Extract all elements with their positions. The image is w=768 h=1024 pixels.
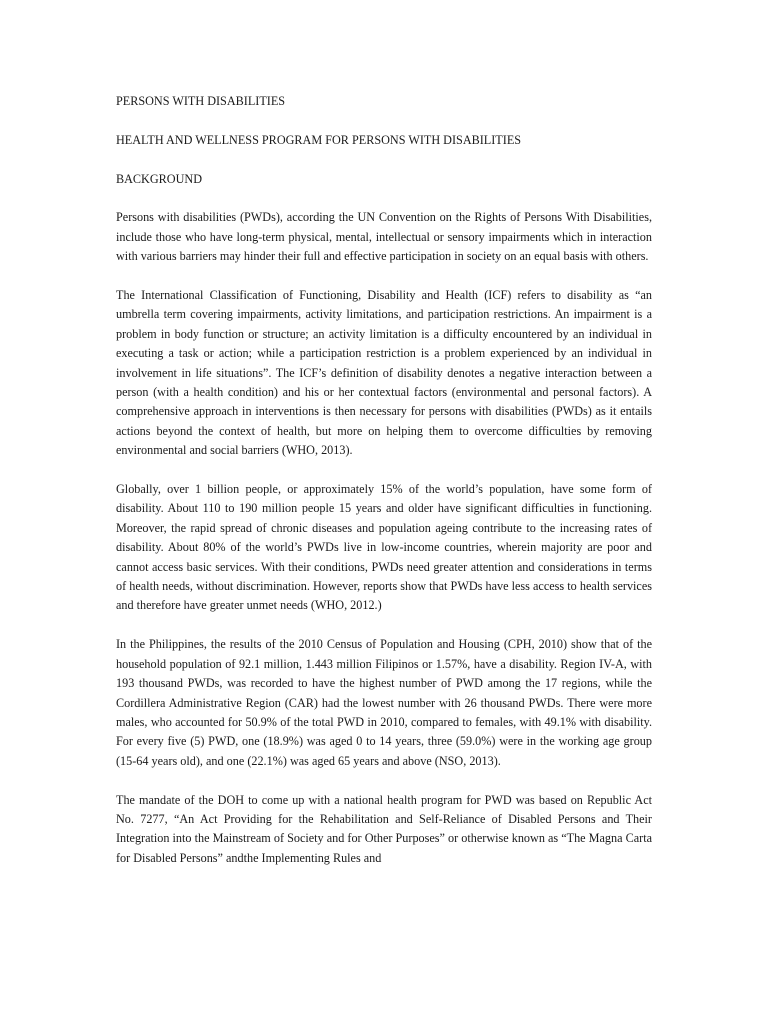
paragraph-philippines-statistics: In the Philippines, the results of the 2010 Census of Population and Housing (CPH, 2010) show that of the household population of 92.1 million, 1.443 million Filipinos or 1.57%, have a disability. Region IV-A, with 193 thousand PWDs, was recorded to have the highest number of PWD among the 17 regions, while the Cordillera Administrative Region (CAR) had the lowest number with 26 thousand PWDs. There were more males, who accounted for 50.9% of the total PWD in 2010, compared to females, with 49.1% with disability. For every five (5) PWD, one (18.9%) was aged 0 to 14 years, three (59.0%) were in the working age group (15-64 years old), and one (22.1%) was aged 65 years and above (NSO, 2013). xyxy=(116,637,652,768)
paragraph-pwd-definition: Persons with disabilities (PWDs), according the UN Convention on the Rights of Persons With Disabilities, include those who have long-term physical, mental, intellectual or sensory impairments which in interaction with various barriers may hinder their full and effective participation in society on an equal basis with others. xyxy=(116,210,652,264)
document-title: PERSONS WITH DISABILITIES xyxy=(116,94,286,108)
paragraph-global-statistics: Globally, over 1 billion people, or approximately 15% of the world’s population, have some form of disability. About 110 to 190 million people 15 years and older have significant difficulties in functioning. Moreover, the rapid spread of chronic diseases and population ageing contribute to the increasing rates of disability. About 80% of the world’s PWDs live in low-income countries, wherein majority are poor and cannot access basic services. With their conditions, PWDs need greater attention and considerations in terms of health needs, without discrimination. However, reports show that PWDs have less access to health services and therefore have greater unmet needs (WHO, 2012.) xyxy=(116,482,652,613)
program-title: HEALTH AND WELLNESS PROGRAM FOR PERSONS WITH DISABILITIES xyxy=(116,132,522,147)
section-heading-background: BACKGROUND xyxy=(116,171,202,186)
document-page xyxy=(116,92,652,888)
paragraph-doh-mandate: The mandate of the DOH to come up with a national health program for PWD was based on Republic Act No. 7277, “An Act Providing for the Rehabilitation and Self-Reliance of Disabled Persons and Their Integration into the Mainstream of Society and for Other Purposes” or otherwise known as “The Magna Carta for Disabled Persons” andthe Implementing Rules and xyxy=(116,792,652,865)
paragraph-icf-definition: The International Classification of Functioning, Disability and Health (ICF) refers to disability as “an umbrella term covering impairments, activity limitations, and participation restrictions. An impairment is a problem in body function or structure; an activity limitation is a difficulty encountered by an individual in executing a task or action; while a participation restriction is a problem experienced by an individual in involvement in life situations”. The ICF’s definition of disability denotes a negative interaction between a person (with a health condition) and his or her contextual factors (environmental and personal factors). A comprehensive approach in interventions is then necessary for persons with disabilities (PWDs) as it entails actions beyond the context of health, but more on helping them to overcome difficulties by removing environmental and social barriers (WHO, 2013). xyxy=(116,288,652,458)
